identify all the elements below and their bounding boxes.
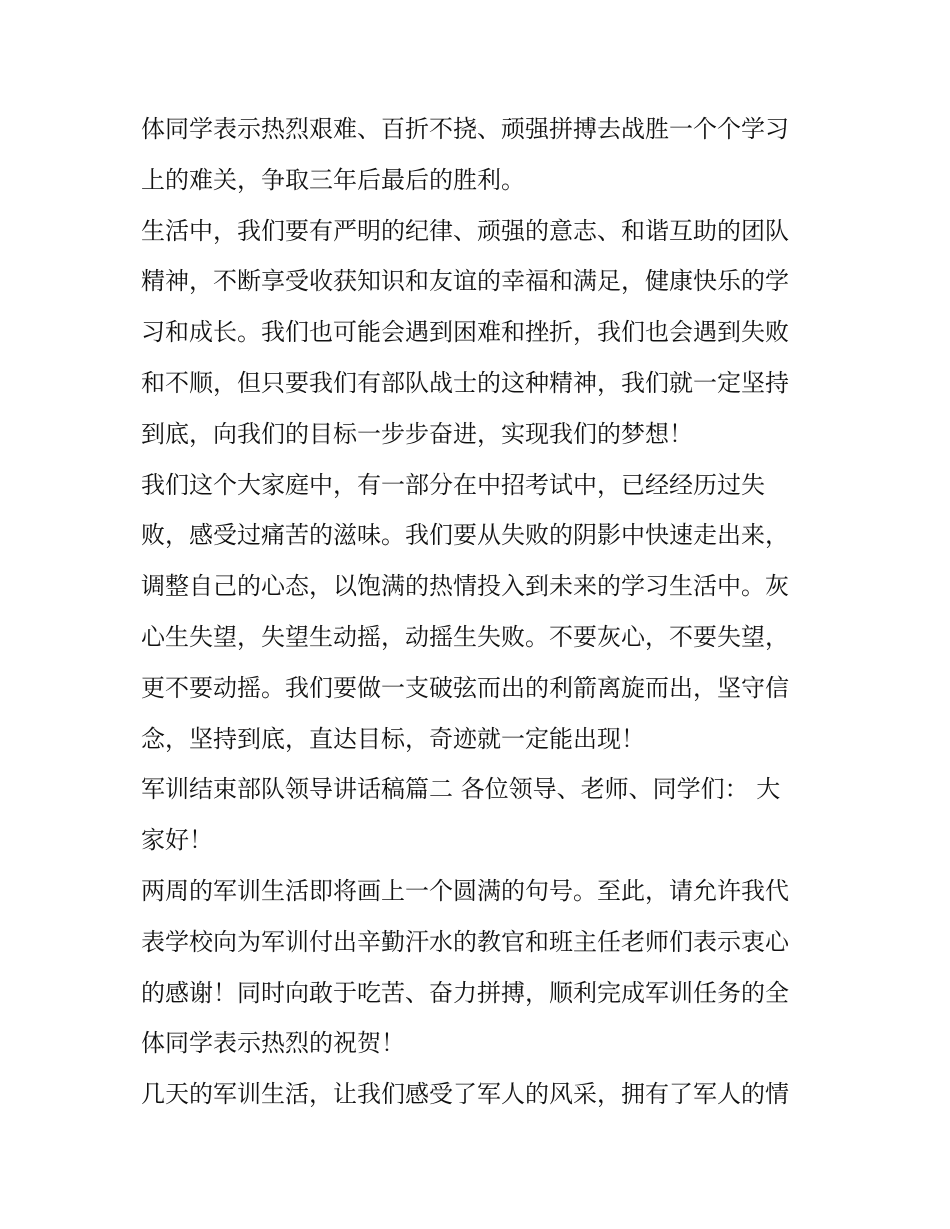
text-line: 家好！ [141, 826, 213, 855]
text-line: 两周的军训生活即将画上一个圆满的句号。至此，请允许我代 [141, 876, 789, 905]
text-line: 更不要动摇。我们要做一支破弦而出的利箭离旋而出，坚守信 [141, 673, 789, 702]
text-line: 心生失望，失望生动摇，动摇生失败。不要灰心，不要失望， [141, 622, 789, 651]
text-line: 的感谢！同时向敢于吃苦、奋力拼搏，顺利完成军训任务的全 [141, 978, 789, 1007]
text-line: 几天的军训生活，让我们感受了军人的风采，拥有了军人的情 [141, 1080, 789, 1109]
section-heading-line: 军训结束部队领导讲话稿篇二 各位领导、老师、同学们： 大 [141, 775, 781, 804]
text-line: 念，坚持到底，直达目标，奇迹就一定能出现！ [141, 724, 645, 753]
text-line: 表学校向为军训付出辛勤汗水的教官和班主任老师们表示衷心 [141, 927, 789, 956]
text-line: 上的难关，争取三年后最后的胜利。 [141, 165, 525, 194]
text-line: 和不顺，但只要我们有部队战士的这种精神，我们就一定坚持 [141, 368, 789, 397]
text-line: 到底，向我们的目标一步步奋进，实现我们的梦想！ [141, 419, 693, 448]
text-line: 精神，不断享受收获知识和友谊的幸福和满足，健康快乐的学 [141, 267, 789, 296]
text-line: 习和成长。我们也可能会遇到困难和挫折，我们也会遇到失败 [141, 318, 789, 347]
text-line: 调整自己的心态，以饱满的热情投入到未来的学习生活中。灰 [141, 572, 789, 601]
text-line: 体同学表示热烈艰难、百折不挠、顽强拼搏去战胜一个个学习 [141, 115, 789, 143]
text-line: 生活中，我们要有严明的纪律、顽强的意志、和谐互助的团队 [141, 216, 789, 245]
document-body [141, 104, 816, 1120]
text-line: 我们这个大家庭中，有一部分在中招考试中，已经经历过失 [141, 470, 765, 499]
text-line: 体同学表示热烈的祝贺！ [141, 1029, 405, 1058]
text-line: 败，感受过痛苦的滋味。我们要从失败的阴影中快速走出来， [141, 521, 789, 550]
